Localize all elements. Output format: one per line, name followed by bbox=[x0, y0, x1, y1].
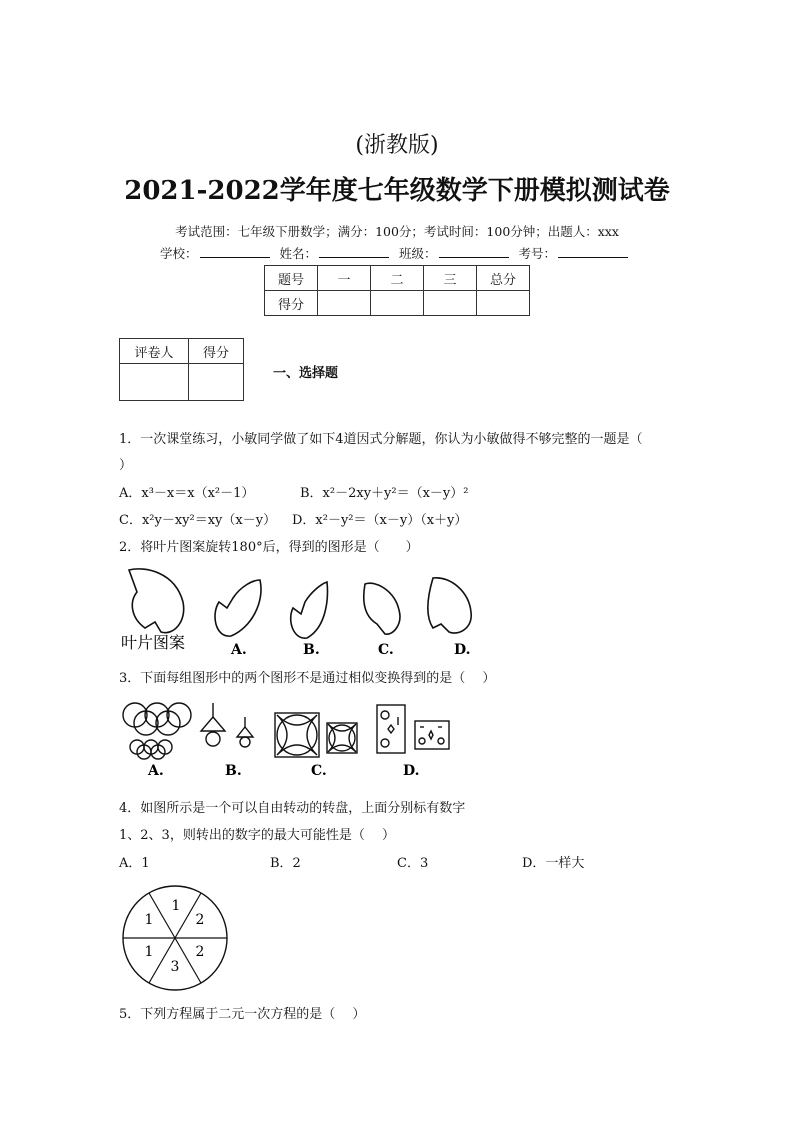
square-star-large-icon bbox=[275, 713, 319, 757]
score-header-cell: 三 bbox=[424, 266, 477, 291]
wheel-number: 2 bbox=[195, 944, 205, 960]
score-cell[interactable] bbox=[371, 291, 424, 316]
q2-label-d: D. bbox=[454, 642, 471, 658]
q3-label-c: C. bbox=[311, 763, 327, 779]
q3-figures bbox=[115, 695, 455, 783]
score-header-cell: 题号 bbox=[265, 266, 318, 291]
section-heading: 一、选择题 bbox=[273, 366, 339, 381]
pendulum-small-icon bbox=[237, 717, 253, 747]
number-label: 考号： bbox=[518, 246, 556, 261]
rings-small-icon bbox=[130, 740, 172, 759]
score-header-cell: 二 bbox=[371, 266, 424, 291]
wheel-number: 1 bbox=[171, 898, 181, 914]
leaf-pattern-label: 叶片图案 bbox=[121, 633, 186, 652]
wheel-number: 3 bbox=[170, 959, 180, 975]
q2-label-b: B. bbox=[303, 642, 320, 658]
pendulum-large-icon bbox=[201, 703, 225, 746]
edition-label: (浙教版) bbox=[355, 133, 439, 158]
q1-option-b: B．x²－2xy＋y²＝（x－y）² bbox=[300, 486, 469, 501]
school-blank[interactable] bbox=[200, 247, 270, 258]
score-header-cell: 总分 bbox=[477, 266, 530, 291]
name-blank[interactable] bbox=[319, 247, 389, 258]
card-large-icon bbox=[377, 705, 405, 753]
score-cell[interactable] bbox=[318, 291, 371, 316]
q3-label-a: A. bbox=[148, 763, 164, 779]
rings-large-icon bbox=[123, 703, 191, 735]
q2-label-c: C. bbox=[378, 642, 394, 658]
q3-stem: 3．下面每组图形中的两个图形不是通过相似变换得到的是（ ） bbox=[119, 671, 496, 686]
score-header-cell: 一 bbox=[318, 266, 371, 291]
name-label: 姓名： bbox=[279, 246, 317, 261]
q1-option-a: A．x³－x＝x（x²－1） bbox=[119, 486, 255, 501]
leaf-a-icon bbox=[215, 580, 261, 636]
exam-info: 考试范围：七年级下册数学；满分：100分；考试时间：100分钟；出题人：xxx bbox=[175, 224, 619, 239]
q4-stem-cont: 1、2、3，则转出的数字的最大可能性是（ ） bbox=[119, 828, 395, 843]
q1-option-c: C．x²y－xy²＝xy（x－y） bbox=[119, 513, 277, 528]
school-label: 学校： bbox=[159, 246, 198, 261]
leaf-c-icon bbox=[364, 583, 400, 634]
student-info-line bbox=[0, 244, 794, 262]
exam-title: 2021-2022学年度七年级数学下册模拟测试卷 bbox=[124, 176, 670, 206]
reviewer-cell[interactable] bbox=[120, 364, 189, 401]
q4-option-d: D．一样大 bbox=[522, 856, 585, 871]
q1-stem-end: ） bbox=[119, 458, 133, 473]
wheel-number: 1 bbox=[144, 944, 154, 960]
class-blank[interactable] bbox=[439, 247, 509, 258]
q5-stem: 5．下列方程属于二元一次方程的是（ ） bbox=[119, 1007, 366, 1022]
grader-score-cell[interactable] bbox=[189, 364, 244, 401]
wheel-number: 1 bbox=[144, 912, 154, 928]
square-star-small-icon bbox=[327, 723, 357, 753]
score-row-label: 得分 bbox=[265, 291, 318, 316]
q4-option-a: A．1 bbox=[119, 856, 150, 871]
q3-label-b: B. bbox=[225, 763, 242, 779]
grader-score-header: 得分 bbox=[189, 339, 244, 364]
q3-label-d: D. bbox=[403, 763, 420, 779]
q4-stem: 4．如图所示是一个可以自由转动的转盘，上面分别标有数字 bbox=[119, 801, 466, 816]
grader-table bbox=[119, 338, 244, 401]
q2-stem: 2．将叶片图案旋转180°后，得到的图形是（ ） bbox=[119, 540, 419, 555]
score-cell[interactable] bbox=[477, 291, 530, 316]
q1-stem: 1．一次课堂练习，小敏同学做了如下4道因式分解题，你认为小敏做得不够完整的一题是（ bbox=[119, 432, 643, 447]
leaf-pattern-icon bbox=[129, 569, 184, 633]
leaf-d-icon bbox=[428, 578, 471, 633]
q4-option-c: C．3 bbox=[397, 856, 429, 871]
score-cell[interactable] bbox=[424, 291, 477, 316]
q2-leaf-figure bbox=[115, 562, 485, 662]
reviewer-header: 评卷人 bbox=[120, 339, 189, 364]
q2-label-a: A. bbox=[231, 642, 247, 658]
wheel-number: 2 bbox=[195, 912, 205, 928]
score-table bbox=[264, 265, 530, 316]
spinner-wheel bbox=[121, 884, 231, 994]
q1-option-d: D．x²－y²＝（x－y）（x＋y） bbox=[292, 513, 468, 528]
q4-option-b: B．2 bbox=[270, 856, 301, 871]
class-label: 班级： bbox=[398, 246, 437, 261]
card-small-icon bbox=[415, 721, 449, 749]
number-blank[interactable] bbox=[558, 247, 628, 258]
leaf-b-icon bbox=[291, 582, 328, 638]
